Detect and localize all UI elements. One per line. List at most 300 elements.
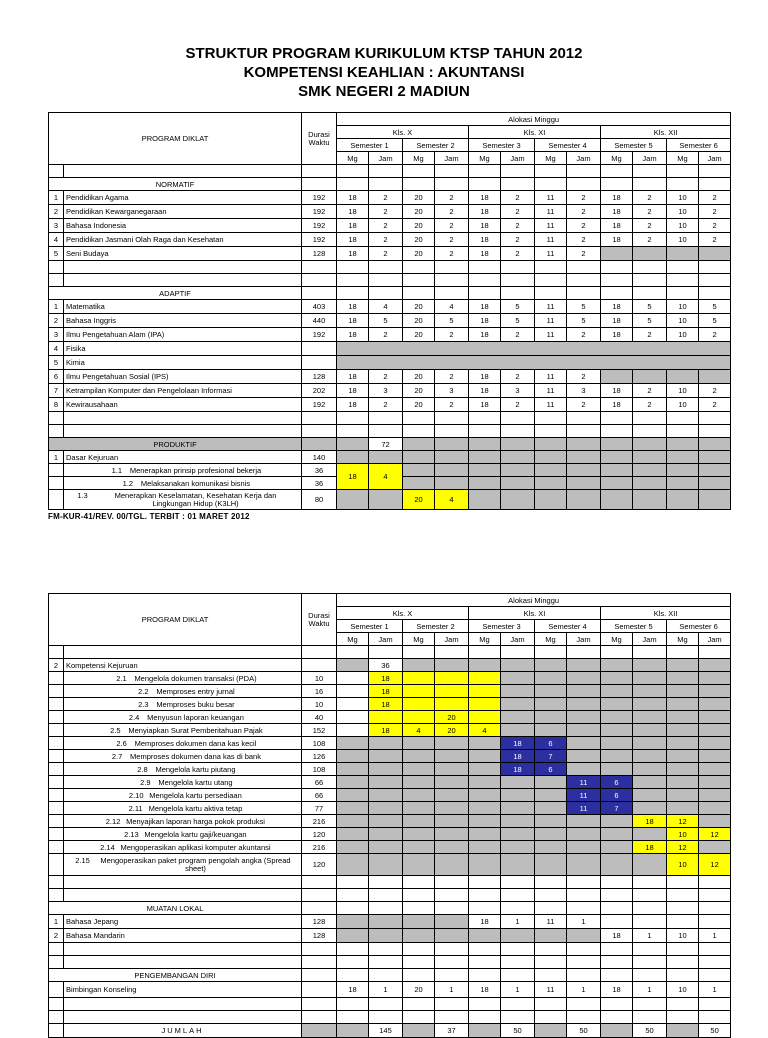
subject-cell [64, 274, 302, 287]
allocation-cell [601, 464, 633, 477]
subject-row [49, 205, 731, 219]
subject-name-cell [64, 464, 302, 477]
allocation-cell: 2 [435, 370, 469, 384]
allocation-cell [435, 841, 469, 854]
row-number-cell: 3 [49, 328, 64, 342]
allocation-cell [667, 698, 699, 711]
allocation-cell [337, 672, 369, 685]
allocation-cell [337, 763, 369, 776]
allocation-cell [667, 659, 699, 672]
allocation-cell: 18 [337, 370, 369, 384]
allocation-cell [435, 789, 469, 802]
header-sem6: Semester 6 [667, 620, 731, 633]
row-number-cell [49, 261, 64, 274]
allocation-cell [699, 841, 731, 854]
allocation-cell [667, 438, 699, 451]
subject-cell [64, 943, 302, 956]
allocation-cell [435, 902, 469, 915]
allocation-cell [501, 902, 535, 915]
subject-cell [64, 876, 302, 889]
row-number-cell [49, 412, 64, 425]
allocation-cell [535, 287, 567, 300]
allocation-cell [501, 841, 535, 854]
allocation-cell: 2 [567, 370, 601, 384]
allocation-cell [469, 969, 501, 982]
row-number-cell [49, 789, 64, 802]
subject-row [49, 929, 731, 943]
allocation-cell [633, 685, 667, 698]
subject-row [49, 672, 731, 685]
allocation-cell: 12 [699, 854, 731, 876]
header-mg: Mg [337, 633, 369, 646]
allocation-cell [535, 477, 567, 490]
allocation-cell [403, 929, 435, 943]
allocation-cell: 20 [403, 219, 435, 233]
allocation-cell [403, 646, 435, 659]
subitem-name: Mengelola kartu aktiva tetap [148, 803, 243, 813]
duration-cell: 36 [302, 464, 337, 477]
allocation-cell [469, 659, 501, 672]
allocation-cell [403, 998, 435, 1011]
allocation-cell: 4 [403, 724, 435, 737]
allocation-cell [535, 998, 567, 1011]
allocation-cell: 18 [469, 398, 501, 412]
allocation-cell: 2 [501, 205, 535, 219]
row-number-cell: 1 [49, 191, 64, 205]
allocation-cell [403, 464, 435, 477]
allocation-cell: 2 [369, 191, 403, 205]
subject-row [49, 191, 731, 205]
allocation-cell [501, 943, 535, 956]
allocation-cell [435, 802, 469, 815]
row-number-cell: 2 [49, 205, 64, 219]
allocation-cell [403, 763, 435, 776]
allocation-cell [403, 815, 435, 828]
allocation-cell [633, 490, 667, 510]
subitem-name: Menyajikan laporan harga pokok produksi [126, 816, 265, 826]
allocation-cell [535, 841, 567, 854]
allocation-cell [699, 438, 731, 451]
allocation-cell: 20 [403, 233, 435, 247]
header-sem1: Semester 1 [337, 139, 403, 152]
allocation-cell [403, 425, 435, 438]
subject-row [49, 915, 731, 929]
subject-row [49, 750, 731, 763]
allocation-cell: 2 [633, 233, 667, 247]
section-label: NORMATIF [49, 178, 302, 191]
allocation-cell: 2 [567, 219, 601, 233]
allocation-cell [403, 165, 435, 178]
allocation-cell [601, 828, 633, 841]
allocation-cell: 1 [501, 982, 535, 998]
allocation-cell [567, 828, 601, 841]
duration-cell [302, 969, 337, 982]
allocation-cell [337, 724, 369, 737]
allocation-cell: 11 [535, 205, 567, 219]
allocation-cell: 18 [369, 672, 403, 685]
subject-name-cell [64, 828, 302, 841]
subitem-name: Mengelola kartu piutang [155, 764, 236, 774]
allocation-cell [337, 356, 731, 370]
allocation-cell [469, 956, 501, 969]
allocation-cell [699, 659, 731, 672]
allocation-cell [435, 659, 469, 672]
allocation-cell [501, 724, 535, 737]
allocation-cell [469, 477, 501, 490]
allocation-cell [369, 902, 403, 915]
allocation-cell [633, 247, 667, 261]
allocation-cell [567, 854, 601, 876]
allocation-cell: 20 [403, 300, 435, 314]
allocation-cell [435, 776, 469, 789]
allocation-cell [633, 915, 667, 929]
duration-cell [302, 943, 337, 956]
allocation-cell: 20 [403, 191, 435, 205]
row-number-cell [49, 802, 64, 815]
duration-cell [302, 982, 337, 998]
header-jam: Jam [501, 633, 535, 646]
allocation-cell [369, 789, 403, 802]
allocation-cell: 20 [403, 247, 435, 261]
allocation-cell [469, 672, 501, 685]
allocation-cell [469, 412, 501, 425]
row-number-cell: 1 [49, 300, 64, 314]
allocation-cell [699, 178, 731, 191]
allocation-cell [469, 178, 501, 191]
allocation-cell: 18 [501, 750, 535, 763]
allocation-cell [567, 261, 601, 274]
allocation-cell [501, 776, 535, 789]
allocation-cell [435, 464, 469, 477]
allocation-cell: 18 [601, 982, 633, 998]
row-number-cell: 2 [49, 659, 64, 672]
subject-name-cell: Bahasa Jepang [64, 915, 302, 929]
allocation-cell: 18 [337, 219, 369, 233]
blank-row [49, 425, 731, 438]
allocation-cell [699, 425, 731, 438]
allocation-cell: 20 [403, 398, 435, 412]
allocation-cell: 2 [369, 205, 403, 219]
header-jam: Jam [369, 633, 403, 646]
total-sem1: 145 [369, 1024, 403, 1038]
header-jam: Jam [699, 633, 731, 646]
subitem-number: 2.3 [138, 699, 149, 709]
allocation-cell [469, 425, 501, 438]
header-mg: Mg [667, 152, 699, 165]
allocation-cell [369, 451, 403, 464]
allocation-cell [601, 490, 633, 510]
allocation-cell [403, 438, 435, 451]
section-row [49, 902, 731, 915]
allocation-cell [699, 287, 731, 300]
duration-cell: 126 [302, 750, 337, 763]
allocation-cell [403, 1024, 435, 1038]
header-mg: Mg [535, 152, 567, 165]
header-sem4: Semester 4 [535, 620, 601, 633]
subject-name-cell: Kimia [64, 356, 302, 370]
allocation-cell [601, 876, 633, 889]
allocation-cell [535, 815, 567, 828]
allocation-cell [535, 659, 567, 672]
total-sem4: 50 [567, 1024, 601, 1038]
allocation-cell: 20 [403, 384, 435, 398]
allocation-cell [337, 854, 369, 876]
allocation-cell [633, 789, 667, 802]
allocation-cell: 1 [699, 982, 731, 998]
allocation-cell [435, 915, 469, 929]
section-row [49, 287, 731, 300]
allocation-cell [567, 889, 601, 902]
subject-name-cell: Pendidikan Agama [64, 191, 302, 205]
subject-cell [64, 261, 302, 274]
allocation-cell: 7 [601, 802, 633, 815]
header-jam: Jam [567, 633, 601, 646]
allocation-cell: 11 [535, 191, 567, 205]
allocation-cell: 2 [699, 191, 731, 205]
allocation-cell: 2 [369, 398, 403, 412]
allocation-cell [633, 672, 667, 685]
allocation-cell: 11 [567, 776, 601, 789]
allocation-cell: 2 [699, 205, 731, 219]
allocation-cell [337, 1024, 369, 1038]
allocation-cell [469, 828, 501, 841]
row-number-cell [49, 1024, 64, 1038]
subject-name-cell [64, 737, 302, 750]
allocation-cell [667, 789, 699, 802]
subject-name-cell [64, 815, 302, 828]
blank-row [49, 956, 731, 969]
allocation-cell [337, 287, 369, 300]
allocation-cell: 2 [369, 233, 403, 247]
allocation-cell: 18 [601, 328, 633, 342]
subject-name-cell [64, 711, 302, 724]
allocation-cell: 18 [469, 219, 501, 233]
allocation-cell: 2 [501, 191, 535, 205]
subitem-name: Mengelola kartu persediaan [149, 790, 242, 800]
allocation-cell [403, 969, 435, 982]
allocation-cell: 11 [567, 789, 601, 802]
allocation-cell [469, 763, 501, 776]
allocation-cell [601, 737, 633, 750]
allocation-cell [633, 854, 667, 876]
allocation-cell [633, 828, 667, 841]
header-kls-xii: Kls. XII [601, 126, 731, 139]
subitem-number: 1.3 [77, 490, 88, 500]
allocation-cell [469, 438, 501, 451]
section-label: MUATAN LOKAL [49, 902, 302, 915]
allocation-cell [403, 178, 435, 191]
allocation-cell: 18 [469, 384, 501, 398]
subitem-name: Mengoperasikan paket program pengolah angka (Spread sheet) [100, 855, 291, 873]
allocation-cell: 10 [667, 929, 699, 943]
subitem-number: 2.14 [100, 842, 115, 852]
allocation-cell [535, 889, 567, 902]
header-sem1: Semester 1 [337, 620, 403, 633]
row-number-cell [49, 841, 64, 854]
allocation-cell [633, 1011, 667, 1024]
allocation-cell [369, 1011, 403, 1024]
allocation-cell: 2 [567, 247, 601, 261]
allocation-cell [633, 425, 667, 438]
allocation-cell [501, 685, 535, 698]
subject-name-cell [64, 789, 302, 802]
allocation-cell [699, 763, 731, 776]
subject-name-cell: Matematika [64, 300, 302, 314]
allocation-cell [501, 451, 535, 464]
section-label: PRODUKTIF [49, 438, 302, 451]
allocation-cell [403, 802, 435, 815]
allocation-cell [403, 659, 435, 672]
allocation-cell: 18 [337, 314, 369, 328]
allocation-cell [501, 477, 535, 490]
allocation-cell [369, 876, 403, 889]
allocation-cell: 10 [667, 854, 699, 876]
allocation-cell [337, 178, 369, 191]
allocation-cell [501, 828, 535, 841]
duration-cell: 16 [302, 685, 337, 698]
allocation-cell: 10 [667, 314, 699, 328]
duration-cell [302, 1024, 337, 1038]
subject-row [49, 815, 731, 828]
allocation-cell [699, 969, 731, 982]
header-jam: Jam [369, 152, 403, 165]
allocation-cell [369, 412, 403, 425]
allocation-cell [667, 724, 699, 737]
header-jam: Jam [633, 633, 667, 646]
row-number-cell [49, 815, 64, 828]
subject-name-cell [64, 724, 302, 737]
subject-row [49, 314, 731, 328]
allocation-cell: 3 [369, 384, 403, 398]
allocation-cell: 10 [667, 205, 699, 219]
allocation-cell [369, 425, 403, 438]
allocation-cell [369, 802, 403, 815]
allocation-cell [699, 165, 731, 178]
allocation-cell [633, 274, 667, 287]
subject-row [49, 451, 731, 464]
allocation-cell [435, 685, 469, 698]
subject-row [49, 300, 731, 314]
subject-row [49, 776, 731, 789]
allocation-cell [403, 841, 435, 854]
allocation-cell: 10 [667, 982, 699, 998]
section-row [49, 438, 731, 451]
allocation-cell: 2 [699, 384, 731, 398]
allocation-cell [567, 425, 601, 438]
allocation-cell [535, 943, 567, 956]
allocation-cell [601, 685, 633, 698]
allocation-cell [667, 261, 699, 274]
duration-cell: 192 [302, 219, 337, 233]
allocation-cell [435, 412, 469, 425]
allocation-cell [699, 477, 731, 490]
row-number-cell: 2 [49, 314, 64, 328]
allocation-cell: 2 [501, 219, 535, 233]
subject-row [49, 763, 731, 776]
header-jam: Jam [699, 152, 731, 165]
duration-cell [302, 956, 337, 969]
allocation-cell [337, 815, 369, 828]
allocation-cell: 4 [435, 300, 469, 314]
header-program: PROGRAM DIKLAT [49, 594, 302, 646]
row-number-cell [49, 464, 64, 477]
subject-name-cell: Pendidikan Kewarganegaraan [64, 205, 302, 219]
allocation-cell [667, 247, 699, 261]
allocation-cell: 1 [699, 929, 731, 943]
allocation-cell: 2 [435, 233, 469, 247]
allocation-cell [403, 685, 435, 698]
allocation-cell: 5 [633, 314, 667, 328]
allocation-cell [469, 274, 501, 287]
allocation-cell [567, 672, 601, 685]
subject-name-cell: Fisika [64, 342, 302, 356]
allocation-cell: 1 [369, 982, 403, 998]
allocation-cell [633, 956, 667, 969]
subject-name-cell: Ketrampilan Komputer dan Pengelolaan Informasi [64, 384, 302, 398]
duration-cell [302, 342, 337, 356]
allocation-cell [369, 750, 403, 763]
allocation-cell: 18 [469, 300, 501, 314]
row-number-cell [49, 956, 64, 969]
allocation-cell [699, 776, 731, 789]
allocation-cell [337, 412, 369, 425]
allocation-cell: 6 [601, 776, 633, 789]
allocation-cell [667, 915, 699, 929]
header-sem4: Semester 4 [535, 139, 601, 152]
duration-cell [302, 998, 337, 1011]
subject-name-cell [64, 841, 302, 854]
allocation-cell [501, 438, 535, 451]
duration-cell [302, 165, 337, 178]
allocation-cell: 5 [369, 314, 403, 328]
allocation-cell [469, 1011, 501, 1024]
blank-row [49, 943, 731, 956]
allocation-cell: 6 [535, 763, 567, 776]
allocation-cell [403, 287, 435, 300]
allocation-cell: 18 [601, 219, 633, 233]
allocation-cell [667, 943, 699, 956]
header-mg: Mg [403, 633, 435, 646]
duration-cell: 108 [302, 763, 337, 776]
subject-row [49, 685, 731, 698]
row-number-cell [49, 425, 64, 438]
allocation-cell [337, 776, 369, 789]
subject-row [49, 342, 731, 356]
allocation-cell: 11 [535, 398, 567, 412]
allocation-cell [469, 490, 501, 510]
allocation-cell [337, 342, 731, 356]
allocation-cell [567, 685, 601, 698]
blank-row [49, 165, 731, 178]
subject-row [49, 370, 731, 384]
allocation-cell: 5 [567, 300, 601, 314]
allocation-cell [601, 841, 633, 854]
allocation-cell: 2 [435, 398, 469, 412]
subject-row [49, 789, 731, 802]
allocation-cell [369, 490, 403, 510]
duration-cell [302, 287, 337, 300]
allocation-cell [435, 889, 469, 902]
allocation-cell [469, 464, 501, 477]
duration-cell: 66 [302, 789, 337, 802]
allocation-cell: 10 [667, 300, 699, 314]
allocation-cell: 11 [535, 300, 567, 314]
allocation-cell [633, 876, 667, 889]
allocation-cell [699, 815, 731, 828]
allocation-cell: 5 [501, 314, 535, 328]
subject-name-cell: Dasar Kejuruan [64, 451, 302, 464]
subitem-number: 2.2 [138, 686, 149, 696]
